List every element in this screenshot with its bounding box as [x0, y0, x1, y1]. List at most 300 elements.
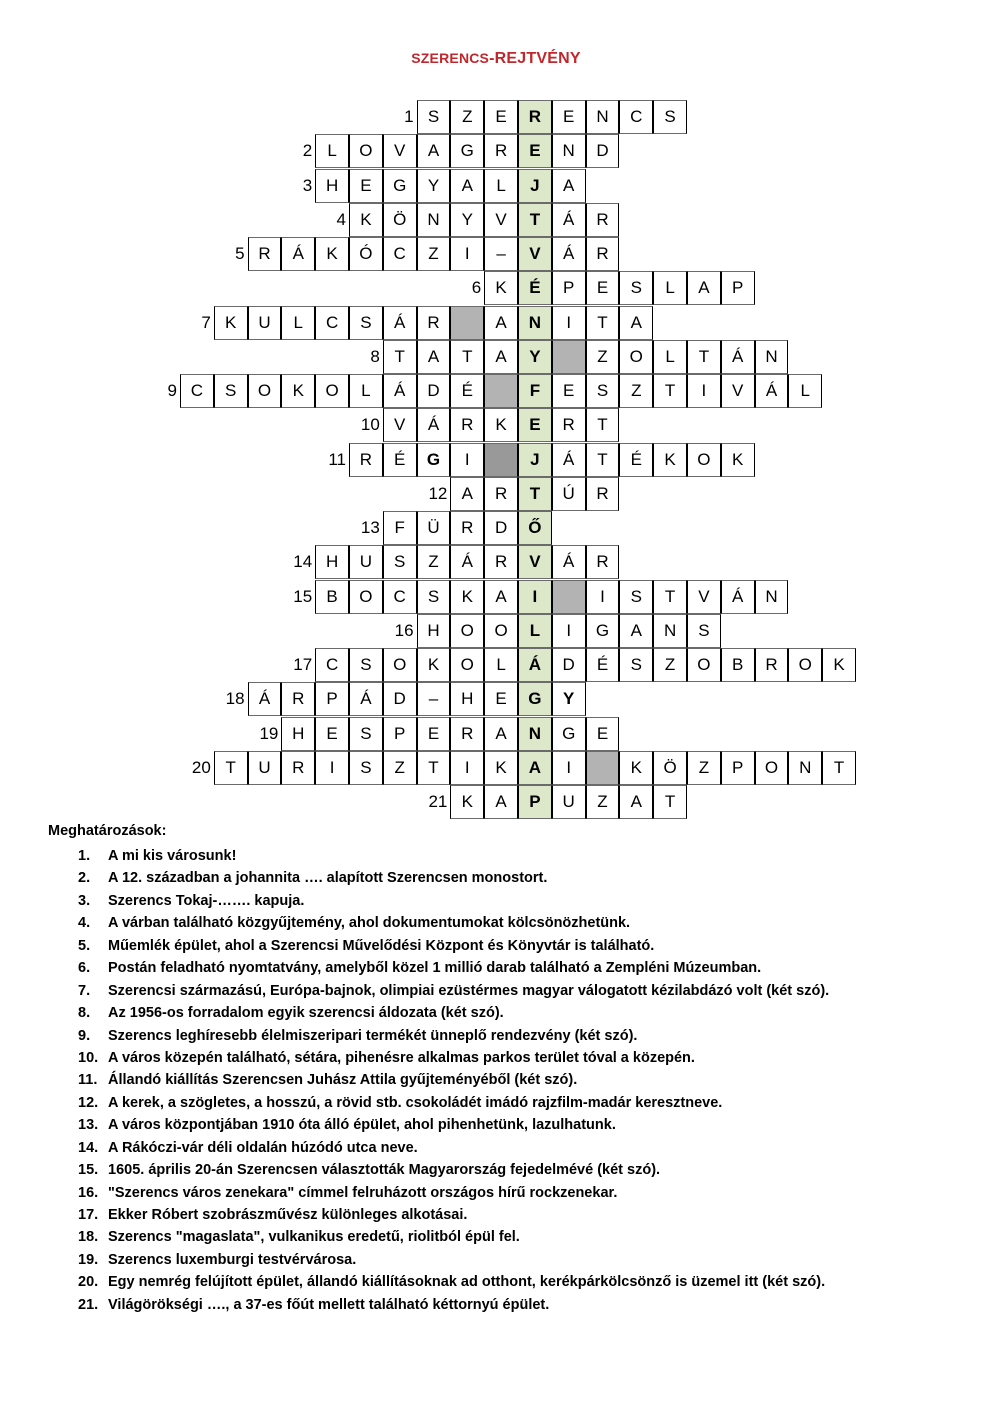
blocked-cell	[484, 443, 518, 477]
letter-cell[interactable]: A	[552, 169, 586, 203]
definition-number: 9.	[78, 1027, 91, 1044]
clue-number: 21	[428, 792, 448, 812]
clue-number: 8	[370, 346, 380, 366]
definition-item	[78, 1226, 829, 1248]
letter-cell[interactable]: Z	[687, 751, 721, 785]
letter-cell[interactable]: N	[755, 580, 789, 614]
letter-cell[interactable]: Á	[349, 682, 383, 716]
letter-cell[interactable]: Z	[619, 374, 653, 408]
letter-cell[interactable]: R	[484, 477, 518, 511]
letter-cell[interactable]: P	[552, 271, 586, 305]
letter-cell[interactable]: Á	[383, 306, 417, 340]
title-part-2: -REJTVÉNY	[489, 50, 581, 67]
definitions-heading: Meghatározások:	[48, 823, 167, 839]
blocked-cell	[586, 751, 620, 785]
definition-text: 1605. április 20-án Szerencsen választották Magyarország fejedelmévé (két szó).	[108, 1162, 661, 1179]
letter-cell[interactable]: L	[653, 340, 687, 374]
letter-cell[interactable]: Ö	[653, 751, 687, 785]
letter-cell[interactable]: H	[417, 614, 451, 648]
letter-cell[interactable]: T	[586, 408, 620, 442]
letter-cell[interactable]: T	[586, 306, 620, 340]
definition-number: 6.	[78, 960, 91, 977]
letter-cell[interactable]: R	[349, 443, 383, 477]
letter-cell[interactable]: G	[552, 717, 586, 751]
letter-cell[interactable]: N	[417, 203, 451, 237]
letter-cell[interactable]: Á	[281, 237, 315, 271]
definition-text: Szerencsi származású, Európa-bajnok, olimpiai ezüstérmes magyar válogatott kézilabdázó volt (két szó).	[108, 982, 830, 999]
letter-cell[interactable]: O	[450, 648, 484, 682]
letter-cell[interactable]: T	[687, 340, 721, 374]
letter-cell[interactable]: N	[788, 751, 822, 785]
definition-text: A mi kis városunk!	[108, 848, 237, 864]
clue-number: 16	[394, 620, 414, 640]
letter-cell[interactable]: Z	[417, 237, 451, 271]
letter-cell[interactable]: E	[552, 100, 586, 134]
letter-cell[interactable]: R	[484, 545, 518, 579]
blocked-cell	[450, 306, 484, 340]
letter-cell[interactable]: A	[450, 477, 484, 511]
solution-cell[interactable]: L	[518, 614, 552, 648]
letter-cell[interactable]: K	[822, 648, 856, 682]
definition-item	[78, 1159, 829, 1181]
letter-cell[interactable]: Á	[248, 682, 282, 716]
letter-cell[interactable]: O	[450, 614, 484, 648]
letter-cell[interactable]: R	[755, 648, 789, 682]
definition-number: 1.	[78, 848, 91, 864]
letter-cell[interactable]: V	[484, 203, 518, 237]
definition-text: A 12. században a johannita …. alapított Szerencsen monostort.	[108, 870, 548, 887]
definition-item	[78, 935, 829, 957]
letter-cell[interactable]: O	[788, 648, 822, 682]
clue-number: 5	[235, 244, 245, 264]
letter-cell[interactable]: G	[586, 614, 620, 648]
letter-cell[interactable]: S	[417, 580, 451, 614]
letter-cell[interactable]: K	[653, 443, 687, 477]
definition-number: 16.	[78, 1184, 99, 1201]
letter-cell[interactable]: I	[315, 751, 349, 785]
solution-cell[interactable]: Á	[518, 648, 552, 682]
letter-cell[interactable]: É	[450, 374, 484, 408]
letter-cell[interactable]: L	[281, 306, 315, 340]
letter-cell[interactable]: –	[484, 237, 518, 271]
letter-cell[interactable]: K	[417, 648, 451, 682]
letter-cell[interactable]: S	[687, 614, 721, 648]
letter-cell[interactable]: V	[383, 408, 417, 442]
definition-text: Világörökségi …., a 37-es főút mellett található kéttornyú épület.	[108, 1296, 550, 1313]
solution-cell[interactable]: N	[518, 717, 552, 751]
letter-cell[interactable]: A	[484, 785, 518, 819]
letter-cell[interactable]: G	[450, 134, 484, 168]
letter-cell[interactable]: R	[450, 511, 484, 545]
solution-cell[interactable]: A	[518, 751, 552, 785]
letter-cell[interactable]: Á	[552, 203, 586, 237]
letter-cell[interactable]: H	[315, 545, 349, 579]
letter-cell[interactable]: O	[315, 374, 349, 408]
definition-item	[78, 1137, 829, 1159]
letter-cell[interactable]: G	[383, 169, 417, 203]
definition-text: A város központjában 1910 óta álló épület, ahol pihenhetünk, lazulhatunk.	[108, 1117, 616, 1134]
letter-cell[interactable]: Z	[653, 648, 687, 682]
letter-cell[interactable]: R	[417, 306, 451, 340]
letter-cell[interactable]: E	[349, 169, 383, 203]
definition-item	[78, 1002, 829, 1024]
letter-cell[interactable]: S	[653, 100, 687, 134]
definition-text: Műemlék épület, ahol a Szerencsi Művelődési Központ és Könyvtár is található.	[108, 937, 655, 954]
letter-cell[interactable]: N	[653, 614, 687, 648]
letter-cell[interactable]: Á	[552, 545, 586, 579]
letter-cell[interactable]: S	[619, 648, 653, 682]
definition-item	[78, 867, 829, 889]
letter-cell[interactable]: Ü	[417, 511, 451, 545]
letter-cell[interactable]: K	[315, 237, 349, 271]
letter-cell[interactable]: Á	[721, 580, 755, 614]
definition-text: Állandó kiállítás Szerencsen Juhász Attila gyűjteményéből (két szó).	[108, 1072, 578, 1089]
definition-item	[78, 1294, 829, 1316]
letter-cell[interactable]: A	[484, 717, 518, 751]
letter-cell[interactable]: E	[586, 271, 620, 305]
letter-cell[interactable]: S	[383, 545, 417, 579]
letter-cell[interactable]: R	[248, 237, 282, 271]
letter-cell[interactable]: G	[417, 443, 451, 477]
letter-cell[interactable]: S	[619, 271, 653, 305]
definition-number: 8.	[78, 1005, 91, 1022]
letter-cell[interactable]: V	[687, 580, 721, 614]
solution-cell[interactable]: J	[518, 443, 552, 477]
definition-text: A város közepén található, sétára, pihenésre alkalmas parkos terület tóval a közepén.	[108, 1049, 695, 1066]
letter-cell[interactable]: L	[315, 134, 349, 168]
letter-cell[interactable]: R	[586, 477, 620, 511]
letter-cell[interactable]: K	[484, 408, 518, 442]
letter-cell[interactable]: C	[315, 306, 349, 340]
letter-cell[interactable]: K	[214, 306, 248, 340]
letter-cell[interactable]: C	[180, 374, 214, 408]
letter-cell[interactable]: I	[450, 237, 484, 271]
definition-item	[78, 1047, 829, 1069]
letter-cell[interactable]: A	[484, 580, 518, 614]
letter-cell[interactable]: R	[450, 717, 484, 751]
letter-cell[interactable]: I	[552, 614, 586, 648]
definition-item	[78, 1271, 829, 1293]
letter-cell[interactable]: K	[281, 374, 315, 408]
letter-cell[interactable]: L	[349, 374, 383, 408]
letter-cell[interactable]: T	[653, 580, 687, 614]
clue-number: 3	[302, 175, 313, 195]
letter-cell[interactable]: I	[552, 751, 586, 785]
letter-cell[interactable]: H	[450, 682, 484, 716]
letter-cell[interactable]: A	[619, 306, 653, 340]
definition-text: Postán feladható nyomtatvány, amelyből közel 1 millió darab található a Zempléni Múzeumban.	[108, 960, 762, 977]
letter-cell[interactable]: E	[417, 717, 451, 751]
definition-text: Szerencs luxemburgi testvérvárosa.	[108, 1251, 357, 1268]
definition-item	[78, 1092, 829, 1114]
letter-cell[interactable]: I	[687, 374, 721, 408]
letter-cell[interactable]: P	[721, 271, 755, 305]
letter-cell[interactable]: Á	[721, 340, 755, 374]
clue-number: 2	[302, 141, 313, 161]
letter-cell[interactable]: O	[755, 751, 789, 785]
definition-number: 11.	[78, 1072, 98, 1089]
letter-cell[interactable]: P	[721, 751, 755, 785]
letter-cell[interactable]: Á	[383, 374, 417, 408]
solution-cell[interactable]: T	[518, 477, 552, 511]
letter-cell[interactable]: T	[653, 374, 687, 408]
letter-cell[interactable]: S	[349, 306, 383, 340]
solution-cell[interactable]: R	[518, 100, 552, 134]
letter-cell[interactable]: H	[281, 717, 315, 751]
letter-cell[interactable]: T	[417, 751, 451, 785]
letter-cell[interactable]: V	[383, 134, 417, 168]
clue-number: 14	[293, 552, 313, 572]
letter-cell[interactable]: E	[484, 100, 518, 134]
definition-item	[78, 1204, 829, 1226]
solution-cell[interactable]: Ő	[518, 511, 552, 545]
letter-cell[interactable]: Z	[383, 751, 417, 785]
letter-cell[interactable]: L	[484, 169, 518, 203]
letter-cell[interactable]: I	[552, 306, 586, 340]
letter-cell[interactable]: I	[450, 751, 484, 785]
letter-cell[interactable]: U	[349, 545, 383, 579]
letter-cell[interactable]: K	[619, 751, 653, 785]
letter-cell[interactable]: R	[450, 408, 484, 442]
definition-number: 20.	[78, 1274, 99, 1291]
definition-number: 18.	[78, 1229, 99, 1246]
title-part-1: SZERENCS	[411, 50, 490, 66]
letter-cell[interactable]: L	[484, 648, 518, 682]
letter-cell[interactable]: T	[822, 751, 856, 785]
letter-cell[interactable]: A	[619, 614, 653, 648]
letter-cell[interactable]: O	[687, 648, 721, 682]
clue-number: 6	[471, 278, 482, 298]
clue-number: 10	[360, 415, 380, 435]
definition-number: 21.	[78, 1296, 99, 1313]
definition-text: A Rákóczi-vár déli oldalán húzódó utca neve.	[108, 1139, 418, 1156]
letter-cell[interactable]: L	[653, 271, 687, 305]
solution-cell[interactable]: É	[518, 271, 552, 305]
letter-cell[interactable]: T	[653, 785, 687, 819]
letter-cell[interactable]: A	[619, 785, 653, 819]
letter-cell[interactable]: D	[586, 134, 620, 168]
letter-cell[interactable]: A	[484, 306, 518, 340]
letter-cell[interactable]: Ó	[349, 237, 383, 271]
letter-cell[interactable]: D	[383, 682, 417, 716]
letter-cell[interactable]: A	[687, 271, 721, 305]
letter-cell[interactable]: O	[248, 374, 282, 408]
clue-number: 15	[293, 586, 313, 606]
letter-cell[interactable]: O	[349, 580, 383, 614]
solution-cell[interactable]: V	[518, 237, 552, 271]
letter-cell[interactable]: O	[349, 134, 383, 168]
solution-cell[interactable]: J	[518, 169, 552, 203]
letter-cell[interactable]: R	[586, 237, 620, 271]
clue-number: 20	[191, 757, 211, 777]
definition-number: 2.	[78, 870, 91, 887]
definition-item	[78, 1249, 829, 1271]
definition-number: 14.	[78, 1139, 99, 1156]
clue-number: 1	[404, 107, 414, 127]
definition-text: "Szerencs város zenekara" címmel felruházott országos hírű rockzenekar.	[108, 1184, 618, 1201]
letter-cell[interactable]: N	[755, 340, 789, 374]
letter-cell[interactable]: O	[687, 443, 721, 477]
definition-number: 12.	[78, 1094, 99, 1111]
definition-number: 13.	[78, 1117, 99, 1134]
letter-cell[interactable]: N	[586, 100, 620, 134]
letter-cell[interactable]: S	[214, 374, 248, 408]
definition-text: Szerencs "magaslata", vulkanikus eredetű, riolitból épül fel.	[108, 1229, 520, 1246]
letter-cell[interactable]: A	[484, 340, 518, 374]
letter-cell[interactable]: P	[383, 717, 417, 751]
solution-cell[interactable]: V	[518, 545, 552, 579]
blocked-cell	[552, 580, 586, 614]
letter-cell[interactable]: A	[450, 169, 484, 203]
letter-cell[interactable]: K	[450, 580, 484, 614]
letter-cell[interactable]: D	[417, 374, 451, 408]
solution-cell[interactable]: F	[518, 374, 552, 408]
letter-cell[interactable]: É	[586, 648, 620, 682]
letter-cell[interactable]: R	[281, 751, 315, 785]
letter-cell[interactable]: I	[586, 580, 620, 614]
solution-cell[interactable]: E	[518, 134, 552, 168]
letter-cell[interactable]: S	[586, 374, 620, 408]
letter-cell[interactable]: Ö	[383, 203, 417, 237]
letter-cell[interactable]: K	[721, 443, 755, 477]
letter-cell[interactable]: –	[417, 682, 451, 716]
definition-number: 10.	[78, 1049, 99, 1066]
letter-cell[interactable]: D	[552, 648, 586, 682]
letter-cell[interactable]: E	[552, 374, 586, 408]
definition-text: Ekker Róbert szobrászművész különleges alkotásai.	[108, 1207, 468, 1223]
letter-cell[interactable]: L	[788, 374, 822, 408]
solution-cell[interactable]: E	[518, 408, 552, 442]
definition-number: 3.	[78, 892, 91, 909]
letter-cell[interactable]: Á	[450, 545, 484, 579]
letter-cell[interactable]: A	[417, 134, 451, 168]
definition-text: Az 1956-os forradalom egyik szerencsi áldozata (két szó).	[108, 1005, 504, 1022]
letter-cell[interactable]: E	[586, 717, 620, 751]
letter-cell[interactable]: B	[721, 648, 755, 682]
clue-number: 18	[225, 689, 245, 709]
letter-cell[interactable]: I	[450, 443, 484, 477]
letter-cell[interactable]: S	[619, 580, 653, 614]
definition-item	[78, 1069, 829, 1091]
solution-cell[interactable]: Y	[518, 340, 552, 374]
definition-number: 19.	[78, 1251, 99, 1268]
letter-cell[interactable]: V	[721, 374, 755, 408]
definition-item	[78, 1114, 829, 1136]
letter-cell[interactable]: R	[586, 545, 620, 579]
letter-cell[interactable]: Y	[417, 169, 451, 203]
letter-cell[interactable]: Z	[586, 785, 620, 819]
letter-cell[interactable]: K	[450, 785, 484, 819]
solution-cell[interactable]: G	[518, 682, 552, 716]
clue-number: 17	[293, 655, 313, 675]
letter-cell[interactable]: U	[552, 785, 586, 819]
letter-cell[interactable]: C	[315, 648, 349, 682]
clue-number: 13	[360, 518, 380, 538]
letter-cell[interactable]: A	[417, 340, 451, 374]
letter-cell[interactable]: R	[484, 134, 518, 168]
definition-text: A várban található közgyűjtemény, ahol dokumentumokat kölcsönözhetünk.	[108, 915, 631, 932]
blocked-cell	[552, 340, 586, 374]
letter-cell[interactable]: C	[383, 580, 417, 614]
definition-number: 17.	[78, 1207, 99, 1223]
letter-cell[interactable]: Z	[586, 340, 620, 374]
definition-item	[78, 980, 829, 1002]
letter-cell[interactable]: O	[484, 614, 518, 648]
letter-cell[interactable]: É	[383, 443, 417, 477]
definition-number: 5.	[78, 937, 91, 954]
clue-number: 4	[336, 209, 346, 229]
letter-cell[interactable]: K	[349, 203, 383, 237]
letter-cell[interactable]: Z	[417, 545, 451, 579]
letter-cell[interactable]: R	[586, 203, 620, 237]
letter-cell[interactable]: T	[450, 340, 484, 374]
letter-cell[interactable]: E	[315, 717, 349, 751]
blocked-cell	[484, 374, 518, 408]
letter-cell[interactable]: U	[248, 751, 282, 785]
letter-cell[interactable]: P	[315, 682, 349, 716]
clue-number: 19	[259, 723, 279, 743]
definitions-list	[78, 845, 829, 1316]
letter-cell[interactable]: T	[383, 340, 417, 374]
letter-cell[interactable]: Á	[552, 237, 586, 271]
letter-cell[interactable]: K	[484, 271, 518, 305]
letter-cell[interactable]: É	[619, 443, 653, 477]
definition-item	[78, 845, 829, 867]
letter-cell[interactable]: S	[417, 100, 451, 134]
letter-cell[interactable]: E	[484, 682, 518, 716]
letter-cell[interactable]: Á	[755, 374, 789, 408]
letter-cell[interactable]: D	[484, 511, 518, 545]
letter-cell[interactable]: Y	[450, 203, 484, 237]
clue-number: 7	[201, 312, 211, 332]
letter-cell[interactable]: O	[383, 648, 417, 682]
letter-cell[interactable]: R	[281, 682, 315, 716]
letter-cell[interactable]: Ú	[552, 477, 586, 511]
letter-cell[interactable]: S	[349, 751, 383, 785]
letter-cell[interactable]: R	[552, 408, 586, 442]
letter-cell[interactable]: N	[552, 134, 586, 168]
letter-cell[interactable]: S	[349, 648, 383, 682]
definition-item	[78, 957, 829, 979]
definition-number: 7.	[78, 982, 91, 999]
letter-cell[interactable]: Á	[417, 408, 451, 442]
clue-number: 9	[167, 381, 177, 401]
definition-number: 4.	[78, 915, 91, 932]
letter-cell[interactable]: C	[619, 100, 653, 134]
letter-cell[interactable]: B	[315, 580, 349, 614]
solution-cell[interactable]: T	[518, 203, 552, 237]
definition-item	[78, 1025, 829, 1047]
letter-cell[interactable]: U	[248, 306, 282, 340]
letter-cell[interactable]: T	[586, 443, 620, 477]
letter-cell[interactable]: K	[484, 751, 518, 785]
solution-cell[interactable]: N	[518, 306, 552, 340]
definition-item	[78, 890, 829, 912]
letter-cell[interactable]: Y	[552, 682, 586, 716]
letter-cell[interactable]: C	[383, 237, 417, 271]
letter-cell[interactable]: S	[349, 717, 383, 751]
letter-cell[interactable]: H	[315, 169, 349, 203]
letter-cell[interactable]: T	[214, 751, 248, 785]
definition-text: A kerek, a szögletes, a hosszú, a rövid stb. csokoládét imádó rajzfilm-madár keresztneve.	[108, 1094, 723, 1111]
solution-cell[interactable]: P	[518, 785, 552, 819]
letter-cell[interactable]: Z	[450, 100, 484, 134]
letter-cell[interactable]: O	[619, 340, 653, 374]
definition-item	[78, 912, 829, 934]
solution-cell[interactable]: I	[518, 580, 552, 614]
letter-cell[interactable]: F	[383, 511, 417, 545]
letter-cell[interactable]: Á	[552, 443, 586, 477]
